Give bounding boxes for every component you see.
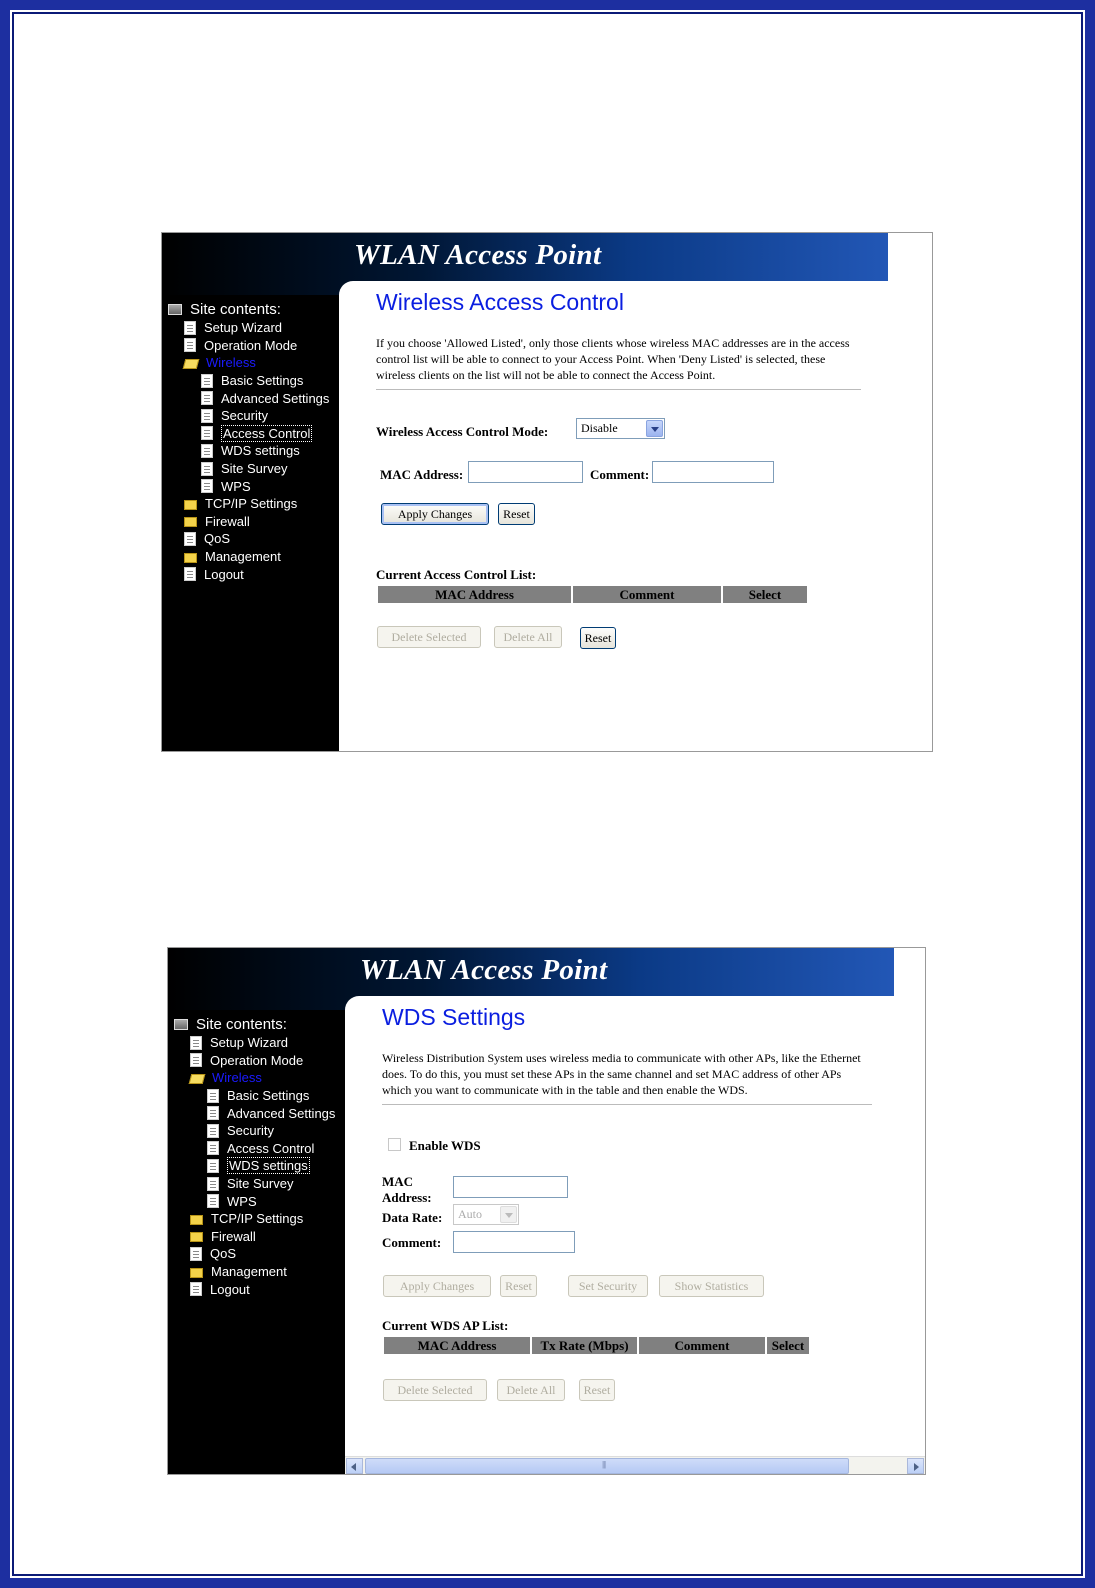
document-icon [184, 338, 196, 352]
tree-item-site-survey[interactable] [168, 460, 329, 478]
page-description: Wireless Distribution System uses wireless media to communicate with other APs, like the Ethernet does. To do this, you must set these APs in the same channel and set MAC address of other APs which you want to communicate with in the table and then enable the WDS. [382, 1051, 861, 1097]
document-icon [201, 374, 213, 388]
delete-selected-button[interactable]: Delete Selected [377, 626, 481, 648]
tree-item-label: Wireless [212, 1070, 262, 1086]
apply-changes-button[interactable]: Apply Changes [383, 1275, 491, 1297]
tree-item-label: Site Survey [221, 461, 288, 477]
tree-item-label: QoS [204, 531, 231, 547]
scroll-right-icon[interactable] [907, 1458, 924, 1474]
column-mac-address: MAC Address [378, 586, 571, 603]
access-control-mode-label: Wireless Access Control Mode: [376, 424, 549, 439]
tree-item-label: Management [205, 549, 281, 565]
data-rate-select[interactable] [453, 1204, 519, 1225]
column-tx-rate: Tx Rate (Mbps) [532, 1337, 637, 1354]
tree-item-wds-settings[interactable] [174, 1157, 335, 1175]
document-icon [184, 321, 196, 335]
tree-item-label: Basic Settings [227, 1088, 310, 1104]
column-mac-address: MAC Address [384, 1337, 530, 1354]
tree-item-basic-settings[interactable] [174, 1087, 335, 1105]
tree-item-label: QoS [210, 1246, 237, 1262]
tree-item-setup-wizard[interactable] [168, 319, 329, 337]
document-icon [190, 1036, 202, 1050]
tree-item-management[interactable] [168, 548, 329, 566]
banner-title: WLAN Access Point [360, 954, 608, 986]
access-control-mode-select[interactable] [576, 418, 665, 439]
document-icon [190, 1282, 202, 1296]
divider [382, 1104, 872, 1105]
access-control-mode-value: Disable [581, 421, 618, 435]
tree-item-label: Advanced Settings [227, 1105, 336, 1121]
comment-input[interactable] [652, 461, 774, 483]
tree-item-wps[interactable] [168, 477, 329, 495]
tree-item-label: Security [227, 1123, 274, 1139]
chevron-down-icon[interactable] [646, 420, 663, 437]
comment-input[interactable] [453, 1231, 575, 1253]
site-tree [168, 299, 329, 583]
folder-icon [184, 517, 197, 527]
column-select: Select [767, 1337, 809, 1354]
divider [376, 389, 861, 390]
document-icon [201, 444, 213, 458]
chevron-down-icon[interactable] [500, 1206, 517, 1223]
data-rate-value: Auto [458, 1207, 482, 1221]
tree-item-label: Operation Mode [210, 1052, 304, 1068]
tree-item-label: Setup Wizard [204, 320, 283, 336]
document-icon [201, 409, 213, 423]
wds-settings-screenshot [167, 947, 926, 1475]
folder-icon [190, 1232, 203, 1242]
tree-item-access-control[interactable] [168, 425, 329, 443]
column-comment: Comment [573, 586, 721, 603]
tree-item-site-survey[interactable] [174, 1175, 335, 1193]
tree-item-label: Operation Mode [204, 337, 298, 353]
tree-root [174, 1014, 335, 1034]
mac-address-label: MAC Address: [380, 467, 464, 482]
folder-icon [190, 1268, 203, 1278]
document-icon [184, 532, 196, 546]
comment-label: Comment: [382, 1235, 442, 1250]
scrollbar-thumb[interactable] [365, 1458, 849, 1474]
folder-icon [184, 553, 197, 563]
reset-button[interactable]: Reset [500, 1275, 537, 1297]
tree-item-label: Basic Settings [221, 373, 304, 389]
tree-item-label: Security [221, 408, 268, 424]
document-icon [190, 1247, 202, 1261]
tree-item-label: WPS [227, 1193, 257, 1209]
tree-item-label: TCP/IP Settings [205, 496, 298, 512]
tree-item-label: TCP/IP Settings [211, 1211, 304, 1227]
enable-wds-label: Enable WDS [409, 1138, 481, 1153]
tree-item-label: Access Control [223, 425, 311, 441]
tree-item-logout[interactable] [174, 1280, 335, 1298]
mac-address-input[interactable] [453, 1176, 568, 1198]
access-control-list-title: Current Access Control List: [376, 567, 537, 582]
computer-icon [168, 304, 182, 315]
tree-item-logout[interactable] [168, 565, 329, 583]
tree-item-label: Access Control [227, 1140, 315, 1156]
scroll-left-icon[interactable] [346, 1458, 363, 1474]
reset-list-button[interactable]: Reset [579, 1379, 615, 1401]
tree-item-firewall[interactable] [168, 513, 329, 531]
tree-item-qos[interactable] [168, 530, 329, 548]
tree-item-tcp-ip-settings[interactable] [168, 495, 329, 513]
document-icon [207, 1159, 219, 1173]
folder-open-icon [189, 1074, 206, 1084]
reset-button[interactable]: Reset [498, 503, 535, 525]
mac-address-input[interactable] [468, 461, 583, 483]
document-icon [201, 479, 213, 493]
tree-item-security[interactable] [168, 407, 329, 425]
document-icon [201, 391, 213, 405]
access-control-screenshot [161, 232, 933, 752]
content-pane [339, 281, 932, 751]
folder-icon [190, 1215, 203, 1225]
tree-item-management[interactable] [174, 1263, 335, 1281]
folder-open-icon [183, 359, 200, 369]
tree-item-label: Management [211, 1264, 287, 1280]
delete-selected-button[interactable]: Delete Selected [383, 1379, 487, 1401]
tree-item-firewall[interactable] [174, 1228, 335, 1246]
tree-item-label: Setup Wizard [210, 1035, 289, 1051]
site-tree [174, 1014, 335, 1298]
tree-root-label: Site contents: [190, 300, 281, 318]
document-icon [207, 1141, 219, 1155]
comment-label: Comment: [590, 467, 650, 482]
tree-item-wds-settings[interactable] [168, 442, 329, 460]
tree-item-advanced-settings[interactable] [168, 389, 329, 407]
tree-item-access-control[interactable] [174, 1140, 335, 1158]
delete-all-button[interactable]: Delete All [494, 626, 562, 648]
tree-item-wireless[interactable] [174, 1069, 335, 1087]
tree-item-label: Logout [204, 566, 244, 582]
tree-item-operation-mode[interactable] [168, 337, 329, 355]
tree-item-label: Firewall [211, 1228, 256, 1244]
document-icon [207, 1089, 219, 1103]
tree-item-qos[interactable] [174, 1245, 335, 1263]
document-icon [190, 1053, 202, 1067]
page-title: Wireless Access Control [376, 289, 624, 315]
folder-icon [184, 500, 197, 510]
column-comment: Comment [639, 1337, 765, 1354]
reset-list-button[interactable]: Reset [580, 627, 616, 649]
tree-item-label: Logout [210, 1281, 250, 1297]
mac-address-label: MAC [382, 1174, 414, 1189]
document-icon [201, 462, 213, 476]
document-icon [184, 567, 196, 581]
tree-item-label: WDS settings [221, 443, 300, 459]
tree-item-security[interactable] [174, 1122, 335, 1140]
wds-ap-list-title: Current WDS AP List: [382, 1318, 509, 1333]
apply-changes-button[interactable]: Apply Changes [381, 503, 489, 525]
tree-root [168, 299, 329, 319]
wds-ap-table [382, 1335, 811, 1356]
data-rate-label: Data Rate: [382, 1210, 443, 1225]
tree-item-label: WDS settings [229, 1158, 308, 1174]
tree-item-advanced-settings[interactable] [174, 1104, 335, 1122]
tree-item-label: Wireless [206, 355, 256, 371]
enable-wds-checkbox[interactable] [388, 1138, 401, 1151]
tree-item-label: Advanced Settings [221, 390, 330, 406]
document-icon [207, 1106, 219, 1120]
column-select: Select [723, 586, 807, 603]
document-icon [207, 1194, 219, 1208]
access-control-table [376, 584, 809, 605]
tree-root-label: Site contents: [196, 1015, 287, 1033]
horizontal-scrollbar[interactable] [345, 1456, 925, 1474]
document-icon [207, 1177, 219, 1191]
tree-item-setup-wizard[interactable] [174, 1034, 335, 1052]
tree-item-wps[interactable] [174, 1192, 335, 1210]
mac-address-label-line2: Address: [382, 1190, 432, 1205]
delete-all-button[interactable]: Delete All [497, 1379, 565, 1401]
document-icon [201, 426, 213, 440]
content-pane [345, 996, 925, 1474]
show-statistics-button[interactable]: Show Statistics [659, 1275, 764, 1297]
document-icon [207, 1124, 219, 1138]
tree-item-wireless[interactable] [168, 354, 329, 372]
tree-item-operation-mode[interactable] [174, 1052, 335, 1070]
page-title: WDS Settings [382, 1004, 526, 1030]
tree-item-tcp-ip-settings[interactable] [174, 1210, 335, 1228]
tree-item-label: Firewall [205, 513, 250, 529]
banner-title: WLAN Access Point [354, 239, 602, 271]
tree-item-label: Site Survey [227, 1176, 294, 1192]
page-description: If you choose 'Allowed Listed', only those clients whose wireless MAC addresses are in the access control list will be able to connect to your Access Point. When 'Deny Listed' is selected, these wireless clients on the list will not be able to connect the Access Point. [376, 336, 850, 382]
tree-item-basic-settings[interactable] [168, 372, 329, 390]
computer-icon [174, 1019, 188, 1030]
tree-item-label: WPS [221, 478, 251, 494]
set-security-button[interactable]: Set Security [568, 1275, 648, 1297]
